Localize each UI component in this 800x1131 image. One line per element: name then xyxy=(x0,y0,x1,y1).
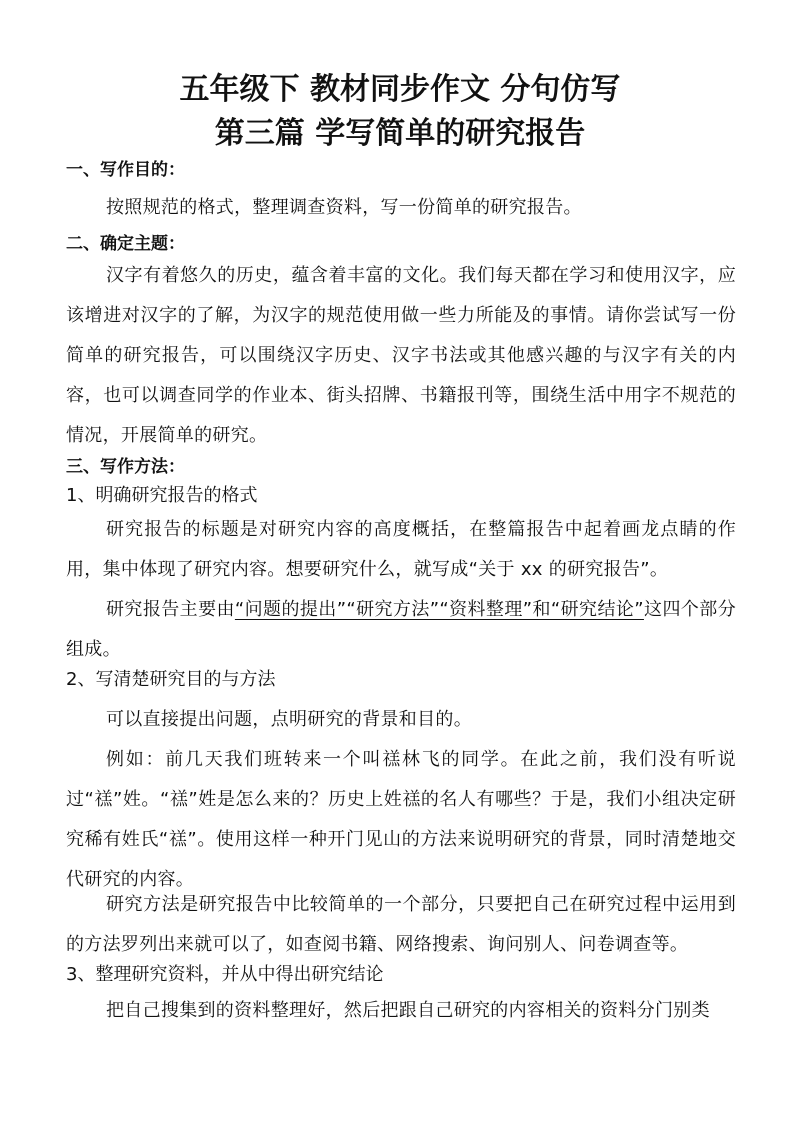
method-2-paragraph-2: 例如：前几天我们班转来一个叫禚林飞的同学。在此之前，我们没有听说过“禚”姓。“禚”姓是怎么来的？历史上姓禚的名人有哪些？于是，我们小组决定研究稀有姓氏“禚”。使用这样一种开门见山的方法来说明研究的背景，同时清楚地交代研究的内容。 xyxy=(66,749,736,890)
method-3-title: 3、整理研究资料，并从中得出研究结论 xyxy=(66,964,384,985)
method-1-title: 1、明确研究报告的格式 xyxy=(66,485,258,506)
method-1-p2-after: 这四个部分组成。 xyxy=(66,599,737,660)
purpose-paragraph: 按照规范的格式，整理调查资料，写一份简单的研究报告。 xyxy=(106,197,582,218)
document-title-line-1: 五年级下 教材同步作文 分句仿写 xyxy=(179,72,621,107)
section-heading-method: 三、写作方法： xyxy=(66,457,185,477)
topic-paragraph: 汉字有着悠久的历史，蕴含着丰富的文化。我们每天都在学习和使用汉字，应该增进对汉字的了解，为汉字的规范使用做一些力所能及的事情。请你尝试写一份简单的研究报告，可以围绕汉字历史、汉字书法或其他感兴趣的与汉字有关的内容，也可以调查同学的作业本、街头招牌、书籍报刊等，围绕生活中用字不规范的情况，开展简单的研究。 xyxy=(66,265,736,446)
method-1-paragraph-2 xyxy=(66,590,736,670)
report-parts-underlined: “问题的提出”“研究方法”“资料整理”和“研究结论” xyxy=(234,599,644,620)
document-title-line-2: 第三篇 学写简单的研究报告 xyxy=(214,116,586,151)
section-heading-purpose: 一、写作目的： xyxy=(66,160,185,180)
method-1-paragraph-1: 研究报告的标题是对研究内容的高度概括，在整篇报告中起着画龙点睛的作用，集中体现了研究内容。想要研究什么，就写成“关于 xx 的研究报告”。 xyxy=(66,519,736,580)
method-1-p2-before: 研究报告主要由 xyxy=(106,599,235,620)
method-3-paragraph-1: 把自己搜集到的资料整理好，然后把跟自己研究的内容相关的资料分门别类 xyxy=(106,1000,710,1021)
method-2-paragraph-1: 可以直接提出问题，点明研究的背景和目的。 xyxy=(106,709,472,730)
method-2-paragraph-3: 研究方法是研究报告中比较简单的一个部分，只要把自己在研究过程中运用到的方法罗列出来就可以了，如查阅书籍、网络搜索、询问别人、问卷调查等。 xyxy=(66,894,736,955)
method-2-title: 2、写清楚研究目的与方法 xyxy=(66,669,276,690)
section-heading-topic: 二、确定主题： xyxy=(66,234,185,254)
